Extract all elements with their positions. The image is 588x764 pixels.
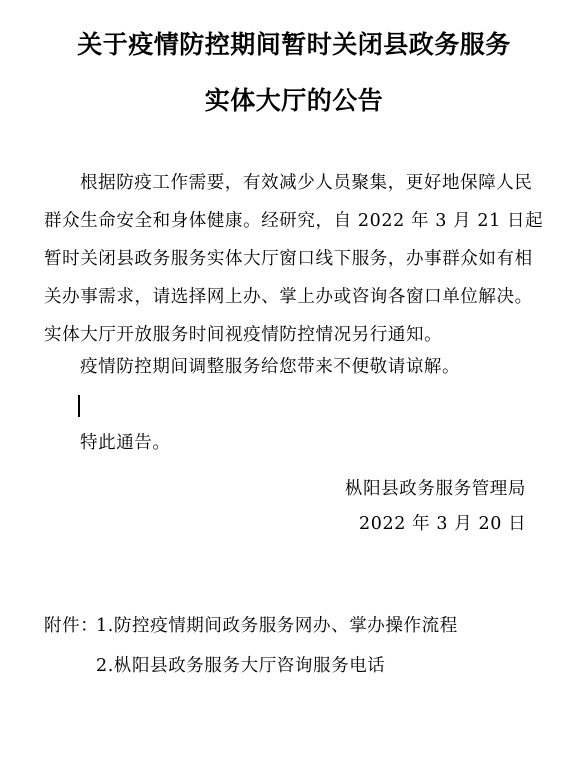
attachments-section <box>44 606 458 686</box>
attachment-row <box>44 606 458 646</box>
body-paragraph-closing: 特此通告。 <box>80 433 171 453</box>
issuer-name: 枞阳县政务服务管理局 <box>345 479 526 499</box>
attachments-label-spacer <box>44 646 96 686</box>
document-title-line-1: 关于疫情防控期间暂时关闭县政务服务 <box>77 30 511 59</box>
attachment-item: 2.枞阳县政务服务大厅咨询服务电话 <box>96 656 386 676</box>
attachment-row <box>44 646 458 686</box>
attachment-item: 1.防控疫情期间政务服务网办、掌办操作流程 <box>96 616 458 636</box>
body-paragraph-apology: 疫情防控期间调整服务给您带来不便敬请谅解。 <box>80 357 461 377</box>
issue-date: 2022 年 3 月 20 日 <box>359 514 527 534</box>
body-paragraph-notice: 根据防疫工作需要，有效减少人员聚集，更好地保障人民群众生命安全和身体健康。经研究，自 2022 年 3 月 21 日起暂时关闭县政务服务实体大厅窗口线下服务，办事群众如有相关办事需求，请选择网上办、掌上办或咨询各窗口单位解决。实体大厅开放服务时间视疫情防控情况另行通知。 <box>44 173 544 345</box>
text-cursor[interactable] <box>78 395 80 417</box>
attachments-label: 附件： <box>44 616 99 636</box>
document-title-line-2: 实体大厅的公告 <box>204 86 384 115</box>
